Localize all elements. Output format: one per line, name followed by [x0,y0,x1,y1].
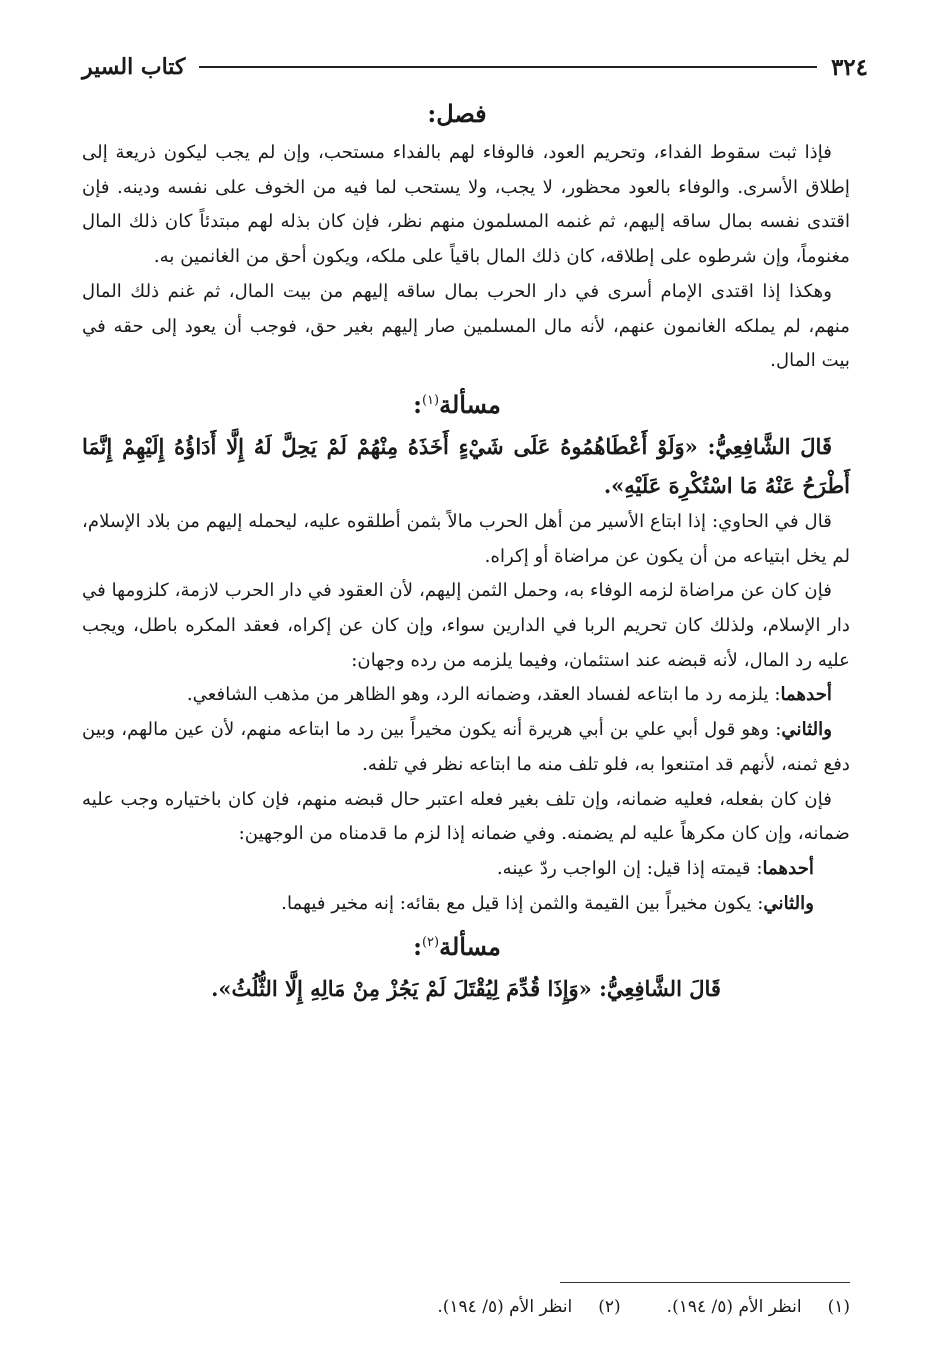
book-title: كتاب السير [82,54,186,80]
option-text: : يكون مخيراً بين القيمة والثمن إذا قيل مع بقائه: إنه مخير فيهما. [281,892,764,914]
footnote-text: انظر الأم (٥/ ١٩٤). [666,1297,802,1317]
shafii-quote: قَالَ الشَّافِعِيُّ: «وَلَوْ أَعْطَاهُمُوهُ عَلَى شَيْءٍ أَخَذَهُ مِنْهُمْ لَمْ يَحِلَّ لَهُ إِلَّا أَدَاؤُهُ إِلَيْهِمْ إِنَّمَا أَطْرَحُ عَنْهُ مَا اسْتُكْرِهَ عَلَيْهِ». [82,433,850,498]
footnote-number: (١) [827,1297,850,1317]
section-heading-fasl: فصل: [427,99,487,128]
option-label: والثاني [781,719,832,741]
heading-colon: : [413,389,422,419]
paragraph-option [82,713,850,782]
option-label: والثاني [763,892,814,914]
paragraph: فإن كان بفعله، فعليه ضمانه، وإن تلف بغير فعله اعتبر حال قبضه منهم، فإن كان باختياره وجب عليه ضمانه، وإن كان مكرهاً عليه لم يضمنه. وفي ضمانه إذا لزم ما قدمناه من الوجهين: [82,788,850,845]
option-label: أحدهما [780,684,832,706]
paragraph: وهكذا إذا اقتدى الإمام أسرى في دار الحرب بمال ساقه إليهم من بيت المال، ثم غنم ذلك المال منهم، لم يملكه الغانمون عنهم، لأنه مال المسلمين صار إليهم بغير حق، فوجب أن يعود إلى حقه في بيت المال. [82,280,850,372]
footnote-rule [560,1282,850,1283]
option-text: : وهو قول أبي علي بن أبي هريرة أنه يكون مخيراً بين رد ما ابتاعه منهم، لأن عين مالهم، وبين دفع ثمنه، لأنهم قد امتنعوا به، فلو تلف منه ما ابتاعه نظر في تلفه. [82,719,850,775]
header-rule [199,66,817,68]
footnote-ref: (٢) [421,935,440,951]
footnote [667,1293,850,1321]
paragraph-sub-option [82,852,850,887]
page-number: ٣٢٤ [830,53,868,81]
heading-text: مسألة [439,389,501,419]
paragraph-option [82,678,850,713]
footnote-number: (٢) [598,1297,621,1317]
shafii-quote: قَالَ الشَّافِعِيُّ: «وَإِذَا قُدِّمَ لِيُقْتَلَ لَمْ يَجُزْ مِنْ مَالِهِ إِلَّا الثُّلُثُ». [211,976,721,1002]
paragraph: فإن كان عن مراضاة لزمه الوفاء به، وحمل الثمن إليهم، لأن العقود في دار الحرب لازمة، كلزومها في دار الإسلام، ولذلك كان تحريم الربا في الدارين سواء، وإن كان عن إكراه، فعقد المكره باطل، ويجب عليه رد المال، لأنه قبضه عند استئمان، وفيما يلزمه من رده وجهان: [82,580,850,671]
heading-colon: : [413,932,422,962]
footnote-ref: (١) [421,392,440,408]
footnote [437,1293,620,1321]
footnotes [82,1293,850,1321]
heading-text: مسألة [439,932,501,962]
section-heading-masala-1 [82,379,850,427]
paragraph: قال في الحاوي: إذا ابتاع الأسير من أهل الحرب مالاً بثمن أطلقوه عليه، ليحمله إليهم من بلاد الإسلام، لم يخل ابتياعه من أن يكون عن مراضاة أو إكراه. [82,510,850,567]
paragraph: فإذا ثبت سقوط الفداء، وتحريم العود، فالوفاء لهم بالفداء مستحب، وإن لم يجب ليكون ذريعة إلى إطلاق الأسرى. والوفاء بالعود محظور، لا يجب، ولا يستحب لما فيه من الخوف على نفسه ودينه. فإن اقتدى نفسه بمال ساقه إليهم، ثم غنمه المسلمون منهم نظر، فإن كان بذله لهم مبتدئاً كان ذلك المال مغنوماً، وإن شرطوه على إطلاقه، كان ذلك المال باقياً على ملكه، ويكون أحق من الغانمين به. [82,142,850,268]
section-heading-masala-2 [82,921,850,969]
running-header [82,50,868,84]
option-text: : قيمته إذا قيل: إن الواجب ردّ عينه. [496,857,763,879]
paragraph-sub-option [82,887,850,922]
main-text [82,92,850,1008]
footnote-text: انظر الأم (٥/ ١٩٤). [437,1297,573,1317]
option-text: : يلزمه رد ما ابتاعه لفساد العقد، وضمانه الرد، وهو الظاهر من مذهب الشافعي. [186,684,781,706]
option-label: أحدهما [762,857,814,879]
